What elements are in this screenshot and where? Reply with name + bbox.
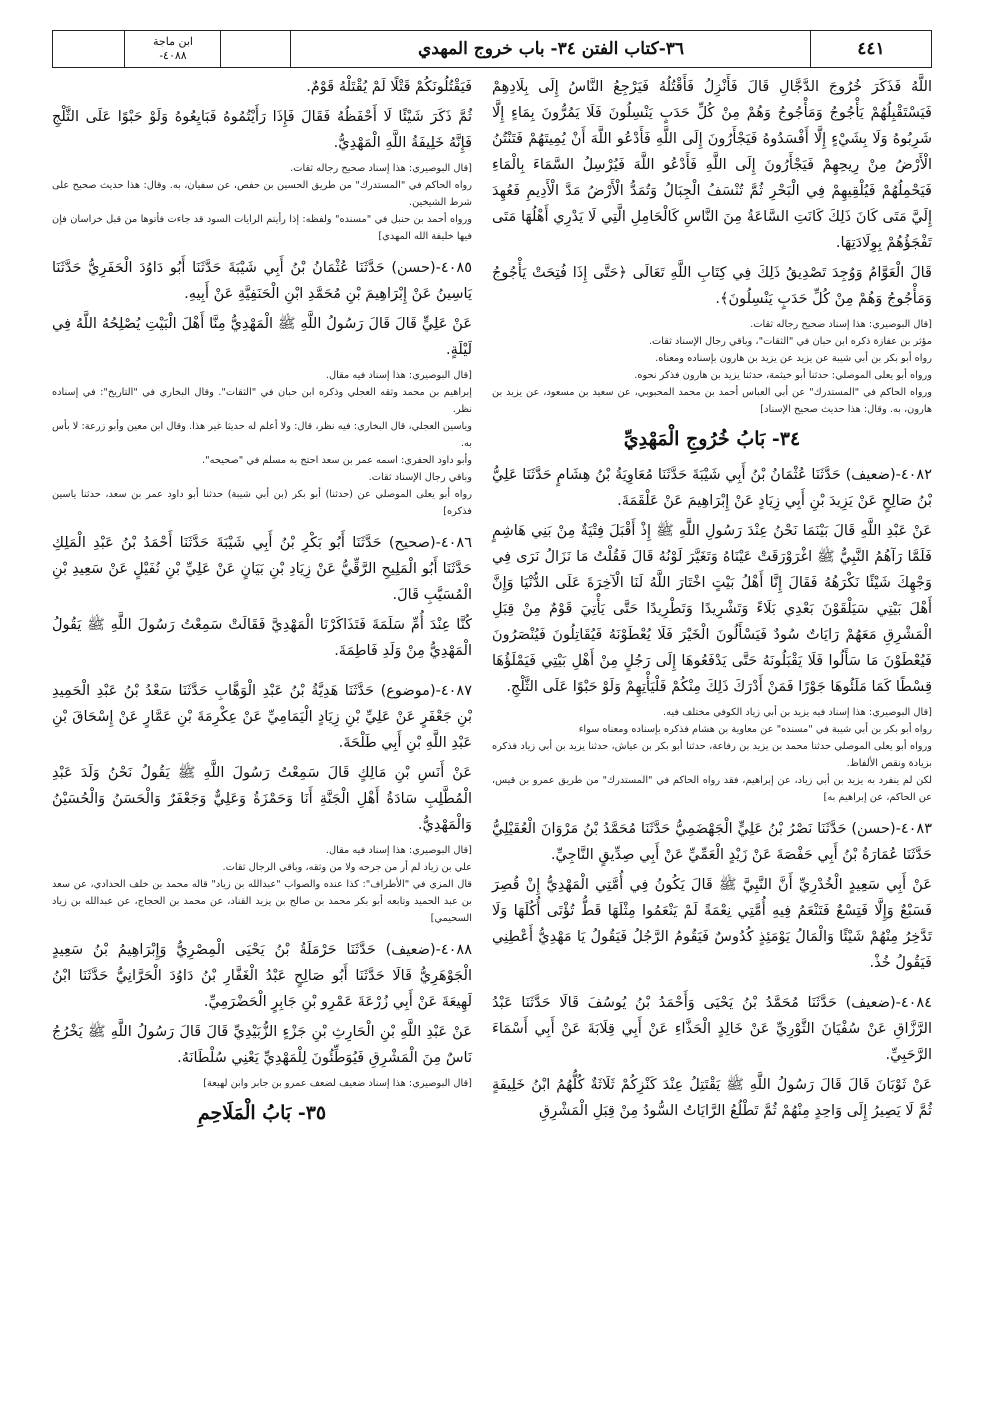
- footnote: [قال البوصيري: هذا إسناد فيه يزيد بن أبي زياد الكوفي مختلف فيه.: [663, 707, 932, 718]
- hadith-isnad: ٤٠٨٨-(ضعيف) حَدَّثَنَا حَرْمَلَةُ بْنُ يَحْيَى الْمِصْرِيُّ وَإِبْرَاهِيمُ بْنُ سَعِيدٍ الْجَوْهَرِيُّ قَالَا حَدَّثَنَا أَبُو صَالِحٍ عَبْدُ الْغَفَّارِ بْنُ دَاوُدَ الْحَرَّانِيُّ حَدَّثَنَا ابْنُ لَهِيعَةَ عَنْ أَبِي زُرْعَةَ عَمْرِو بْنِ جَابِرٍ الْحَضْرَمِيِّ.: [52, 942, 472, 1010]
- footnote: رواه أبو بكر بن أبي شيبة في "مسنده" عن معاوية بن هشام فذكره بإسناده ومعناه سواء: [578, 724, 932, 735]
- section-heading: ٣٥- بَابُ الْمَلَاحِمِ: [197, 1102, 327, 1124]
- hadith-text: كُنَّا عِنْدَ أُمِّ سَلَمَةَ فَتَذَاكَرْنَا الْمَهْدِيَّ فَقَالَتْ سَمِعْتُ رَسُولَ اللَّهِ ﷺ يَقُولُ الْمَهْدِيُّ مِنْ وَلَدِ فَاطِمَةَ.: [52, 617, 472, 659]
- hadith-text: عَنْ أَنَسِ بْنِ مَالِكٍ قَالَ سَمِعْتُ رَسُولَ اللَّهِ ﷺ يَقُولُ نَحْنُ وَلَدَ عَبْدِ الْمُطَّلِبِ سَادَةُ أَهْلِ الْجَنَّةِ أَنَا وَحَمْزَةُ وَعَلِيٌّ وَجَعْفَرٌ وَالْحَسَنُ وَالْحُسَيْنُ وَالْمَهْدِيُّ.: [52, 765, 472, 833]
- hadith-isnad: ٤٠٨٧-(موضوع) حَدَّثَنَا هَدِيَّةُ بْنُ عَبْدِ الْوَهَّابِ حَدَّثَنَا سَعْدُ بْنُ عَبْدِ الْحَمِيدِ بْنِ جَعْفَرٍ عَنْ عَلِيِّ بْنِ زِيَادٍ الْيَمَامِيِّ عَنْ عِكْرِمَةَ بْنِ عَمَّارٍ عَنْ إِسْحَاقَ بْنِ عَبْدِ اللَّهِ بْنِ أَبِي طَلْحَةَ.: [52, 683, 472, 751]
- hadith-text: عَنْ عَلِيٍّ قَالَ قَالَ رَسُولُ اللَّهِ ﷺ الْمَهْدِيُّ مِنَّا أَهْلَ الْبَيْتِ يُصْلِحُهُ اللَّهُ فِي لَيْلَةٍ.: [52, 316, 472, 358]
- book-reference: [124, 31, 221, 67]
- footnote: قال المزي في "الأطراف": كذا عنده والصواب "عبدالله بن زياد" قاله محمد بن خلف الحدادي، عن سعد بن عبد الحميد وتابعه أبو بكر محمد بن صالح بن يزيد القناد، عن محمد بن الحجاج، عن عبدالله بن زياد السحيمي]: [52, 879, 472, 924]
- page-header: [52, 30, 932, 68]
- section-heading: ٣٤- بَابُ خُرُوجِ الْمَهْدِيِّ: [623, 428, 801, 450]
- header-blank-cell: [220, 31, 291, 67]
- hadith-isnad: ٤٠٨٥-(حسن) حَدَّثَنَا عُثْمَانُ بْنُ أَبِي شَيْبَةَ حَدَّثَنَا أَبُو دَاوُدَ الْحَفَرِيُّ حَدَّثَنَا يَاسِينُ عَنْ إِبْرَاهِيمَ بْنِ مُحَمَّدِ ابْنِ الْحَنَفِيَّةِ عَنْ أَبِيهِ.: [52, 260, 472, 302]
- hadith-text: ثُمَّ ذَكَرَ شَيْئًا لَا أَحْفَظُهُ فَقَالَ فَإِذَا رَأَيْتُمُوهُ فَبَايِعُوهُ وَلَوْ حَبْوًا عَلَى الثَّلْجِ فَإِنَّهُ خَلِيفَةُ اللَّهِ الْمَهْدِيُّ.: [52, 109, 472, 151]
- footnote: [قال البوصيري: هذا إسناد ضعيف لضعف عمرو بن جابر وابن لهيعة]: [203, 1078, 472, 1089]
- footnote: وباقي رجال الإسناد ثقات.: [368, 472, 472, 483]
- hadith-text: عَنْ ثَوْبَانَ قَالَ قَالَ رَسُولُ اللَّهِ ﷺ يَقْتَتِلُ عِنْدَ كَنْزِكُمْ ثَلَاثَةٌ كُلُّهُمُ ابْنُ خَلِيفَةٍ ثُمَّ لَا يَصِيرُ إِلَى وَاحِدٍ مِنْهُمْ ثُمَّ تَطْلُعُ الرَّايَاتُ السُّودُ مِنْ قِبَلِ الْمَشْرِقِ: [492, 1077, 932, 1119]
- hadith-text: عَنْ عَبْدِ اللَّهِ قَالَ بَيْنَمَا نَحْنُ عِنْدَ رَسُولِ اللَّهِ ﷺ إِذْ أَقْبَلَ فِتْيَةٌ مِنْ بَنِي هَاشِمٍ فَلَمَّا رَآهُمُ النَّبِيُّ ﷺ اغْرَوْرَقَتْ عَيْنَاهُ وَتَغَيَّرَ لَوْنُهُ قَالَ فَقُلْتُ مَا نَزَالُ نَرَى فِي وَجْهِكَ شَيْئًا نَكْرَهُهُ فَقَالَ إِنَّا أَهْلُ بَيْتٍ اخْتَارَ اللَّهُ لَنَا الْآخِرَةَ عَلَى الدُّنْيَا وَإِنَّ أَهْلَ بَيْتِي سَيَلْقَوْنَ بَعْدِي بَلَاءً وَتَشْرِيدًا وَتَطْرِيدًا حَتَّى يَأْتِيَ قَوْمٌ مِنْ قِبَلِ الْمَشْرِقِ مَعَهُمْ رَايَاتٌ سُودٌ فَيَسْأَلُونَ الْخَيْرَ فَلَا يُعْطَوْنَهُ فَيُقَاتِلُونَ فَيُنْصَرُونَ فَيُعْطَوْنَ مَا سَأَلُوا فَلَا يَقْبَلُونَهُ حَتَّى يَدْفَعُوهَا إِلَى رَجُلٍ مِنْ أَهْلِ بَيْتِي فَيَمْلَؤُهَا قِسْطًا كَمَا مَلَئُوهَا جَوْرًا فَمَنْ أَدْرَكَ ذَلِكَ مِنْكُمْ فَلْيَأْتِهِمْ وَلَوْ حَبْوًا عَلَى الثَّلْجِ.: [492, 523, 932, 695]
- hadith-isnad: ٤٠٨٦-(صحيح) حَدَّثَنَا أَبُو بَكْرِ بْنُ أَبِي شَيْبَةَ حَدَّثَنَا أَحْمَدُ بْنُ عَبْدِ الْمَلِكِ حَدَّثَنَا أَبُو الْمَلِيحِ الرَّقِّيُّ عَنْ زِيَادِ بْنِ بَيَانٍ عَنْ عَلِيِّ بْنِ نُفَيْلٍ عَنْ سَعِيدِ بْنِ الْمُسَيَّبِ قَالَ.: [52, 535, 472, 603]
- footnote: رواه الحاكم في "المستدرك" من طريق الحسين بن حفص، عن سفيان، به. وقال: هذا حديث صحيح على شرط الشيخين.: [52, 180, 472, 208]
- footnote: [قال البوصيري: هذا إسناد صحيح رجاله ثقات.: [750, 319, 932, 330]
- footnote: لكن لم ينفرد به يزيد بن أبي زياد، عن إبراهيم، فقد رواه الحاكم في "المستدرك" من طريق عمرو بن قيس، عن الحاكم، عن إبراهيم به]: [492, 775, 932, 803]
- footnote: [قال البوصيري: هذا إسناد فيه مقال.: [325, 370, 472, 381]
- footnote: وأبو داود الحفري: اسمه عمر بن سعد احتج به مسلم في "صحيحه".: [202, 455, 472, 466]
- hadith-text: عَنْ أَبِي سَعِيدٍ الْخُدْرِيِّ أَنَّ النَّبِيَّ ﷺ قَالَ يَكُونُ فِي أُمَّتِي الْمَهْدِيُّ إِنْ قُصِرَ فَسَبْعٌ وَإِلَّا فَتِسْعٌ فَتَنْعَمُ فِيهِ أُمَّتِي نِعْمَةً لَمْ يَنْعَمُوا مِثْلَهَا قَطُّ تُؤْتَى أُكُلَهَا وَلَا تَدَّخِرُ مِنْهُمْ شَيْئًا وَالْمَالُ يَوْمَئِذٍ كُدُوسٌ فَيَقُومُ الرَّجُلُ فَيَقُولُ يَا مَهْدِيُّ أَعْطِنِي فَيَقُولُ خُذْ.: [492, 877, 932, 971]
- footnote: علي بن زياد لم أر من جرحه ولا من وثقه، وباقي الرجال ثقات.: [222, 862, 472, 873]
- left-column: [52, 74, 472, 1136]
- hadith-text: عَنْ عَبْدِ اللَّهِ بْنِ الْحَارِثِ بْنِ جَزْءٍ الزُّبَيْدِيِّ قَالَ قَالَ رَسُولُ اللَّهِ ﷺ يَخْرُجُ نَاسٌ مِنَ الْمَشْرِقِ فَيُوَطِّئُونَ لِلْمَهْدِيِّ يَعْنِي سُلْطَانَهُ.: [52, 1024, 472, 1066]
- hadith-isnad: ٤٠٨٤-(ضعيف) حَدَّثَنَا مُحَمَّدُ بْنُ يَحْيَى وَأَحْمَدُ بْنُ يُوسُفَ قَالَا حَدَّثَنَا عَبْدُ الرَّزَّاقِ عَنْ سُفْيَانَ الثَّوْرِيِّ عَنْ خَالِدٍ الْحَذَّاءِ عَنْ أَبِي قِلَابَةَ عَنْ أَبِي أَسْمَاءَ الرَّحَبِيِّ.: [492, 995, 932, 1063]
- book-page: [52, 30, 932, 1370]
- footnote: ورواه أبو يعلى الموصلي حدثنا محمد بن يزيد بن رفاعة، حدثنا أبو بكر بن عياش، حدثنا يزيد بن أبي زياد فذكره بزيادة ونقص الألفاظ.: [492, 741, 932, 769]
- hadith-text: فَيَقْتُلُونَكُمْ قَتْلًا لَمْ يُقْتَلْهُ قَوْمٌ.: [306, 79, 472, 95]
- footnote: ورواه الحاكم في "المستدرك" عن أبي العباس أحمد بن محمد المحبوبي، عن سعيد بن مسعود، عن يزيد بن هارون، به. وقال: هذا حديث صحيح الإسناد]: [492, 387, 932, 415]
- footnote: ورواه أحمد بن حنبل في "مسنده" ولفظه: إذا رأيتم الرايات السود قد جاءت فأتوها من قبل خراسان فإن فيها خليفة الله المهدي]: [52, 214, 472, 242]
- hadith-text: اللَّهُ فَذَكَرَ خُرُوجَ الدَّجَّالِ قَالَ فَأَنْزِلُ فَأَقْتُلُهُ فَيَرْجِعُ النَّاسُ إِلَى بِلَادِهِمْ فَيَسْتَقْبِلُهُمْ يَأْجُوجُ وَمَأْجُوجُ وَهُمْ مِنْ كُلِّ حَدَبٍ يَنْسِلُونَ فَلَا يَمُرُّونَ بِمَاءٍ إِلَّا شَرِبُوهُ وَلَا بِشَيْءٍ إِلَّا أَفْسَدُوهُ فَيَجْأَرُونَ إِلَى اللَّهِ فَأَدْعُو اللَّهَ أَنْ يُمِيتَهُمْ فَتَنْتُنُ الْأَرْضُ مِنْ رِيحِهِمْ فَيَجْأَرُونَ إِلَى اللَّهِ فَأَدْعُو اللَّهَ فَيُرْسِلُ السَّمَاءَ بِالْمَاءِ فَيَحْمِلُهُمْ فَيُلْقِيهِمْ فِي الْبَحْرِ ثُمَّ تُنْسَفُ الْجِبَالُ وَتُمَدُّ الْأَرْضُ مَدَّ الْأَدِيمِ فَعُهِدَ إِلَيَّ مَتَى كَانَ ذَلِكَ كَانَتِ السَّاعَةُ مِنَ النَّاسِ كَالْحَامِلِ الَّتِي لَا يَدْرِي أَهْلُهَا مَتَى تَفْجَؤُهُمْ بِوِلَادَتِهَا.: [492, 79, 932, 251]
- hadith-isnad: ٤٠٨٢-(ضعيف) حَدَّثَنَا عُثْمَانُ بْنُ أَبِي شَيْبَةَ حَدَّثَنَا مُعَاوِيَةُ بْنُ هِشَامٍ حَدَّثَنَا عَلِيُّ بْنُ صَالِحٍ عَنْ يَزِيدَ بْنِ أَبِي زِيَادٍ عَنْ إِبْرَاهِيمَ عَنْ عَلْقَمَةَ.: [492, 467, 932, 509]
- book-name: ابن ماجة: [153, 35, 193, 48]
- footnote: رواه أبو يعلى الموصلي عن (حدثنا) أبو بكر (بن أبي شيبة) حدثنا أبو داود عمر بن سعد، حدثنا ياسين فذكره]: [52, 489, 472, 517]
- hadith-isnad: ٤٠٨٣-(حسن) حَدَّثَنَا نَصْرُ بْنُ عَلِيٍّ الْجَهْضَمِيُّ حَدَّثَنَا مُحَمَّدُ بْنُ مَرْوَانَ الْعُقَيْلِيُّ حَدَّثَنَا عُمَارَةُ بْنُ أَبِي حَفْصَةَ عَنْ زَيْدٍ الْعَمِّيِّ عَنْ أَبِي صِدِّيقٍ النَّاجِيِّ.: [492, 821, 932, 863]
- running-title: ٣٦-كتاب الفتن ٣٤- باب خروج المهدي: [290, 31, 811, 67]
- page-number: ٤٤١: [810, 31, 931, 67]
- footnote: رواه أبو بكر بن أبي شيبة عن يزيد عن يزيد بن هارون بإسناده ومعناه.: [655, 353, 932, 364]
- footnote: إبراهيم بن محمد وثقه العجلي وذكره ابن حبان في "الثقات". وقال البخاري في "التاريخ": في إسناده نظر.: [52, 387, 472, 415]
- footnote: وياسين العجلي، قال البخاري: فيه نظر، قال: ولا أعلم له حديثا غير هذا. وقال ابن معين وأبو زرعة: لا بأس به.: [52, 421, 472, 449]
- footnote: ورواه أبو يعلى الموصلي: حدثنا أبو خيثمة، حدثنا يزيد بن هارون فذكر نحوه.: [634, 370, 932, 381]
- right-column: [492, 74, 932, 1128]
- hadith-range: ٤٠٨٨-: [159, 49, 187, 62]
- footnote: [قال البوصيري: هذا إسناد صحيح رجاله ثقات.: [290, 163, 472, 174]
- hadith-text: قَالَ الْعَوَّامُ وَوُجِدَ تَصْدِيقُ ذَلِكَ فِي كِتَابِ اللَّهِ تَعَالَى ﴿حَتَّى إِذَا فُتِحَتْ يَأْجُوجُ وَمَأْجُوجُ وَهُمْ مِنْ كُلِّ حَدَبٍ يَنْسِلُونَ﴾.: [492, 265, 932, 307]
- footnote: [قال البوصيري: هذا إسناد فيه مقال.: [325, 845, 472, 856]
- footnote: مؤثر بن عفازة ذكره ابن حبان في "الثقات"، وباقي رجال الإسناد ثقات.: [648, 336, 932, 347]
- header-blank-cell-end: [53, 31, 125, 67]
